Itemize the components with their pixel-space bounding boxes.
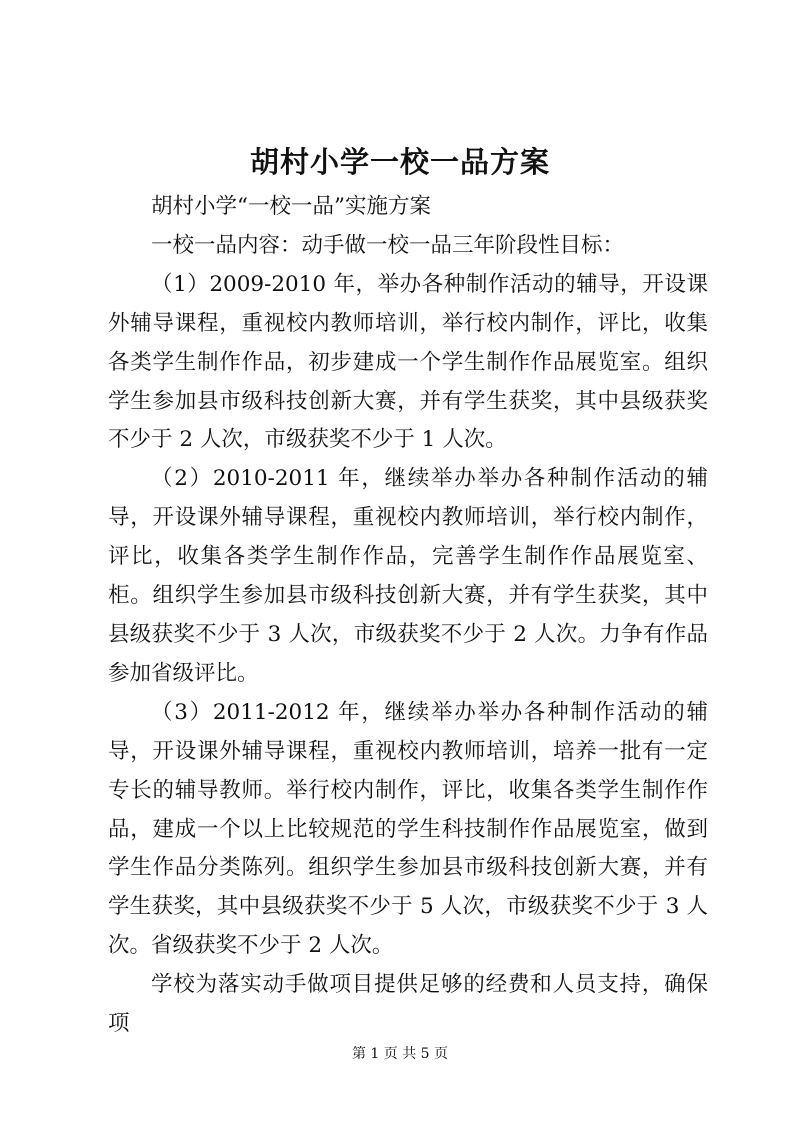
paragraph-funding: 学校为落实动手做项目提供足够的经费和人员支持，确保项 xyxy=(108,972,708,1037)
paragraph-goal-3: （3）2011-2012 年，继续举办举办各种制作活动的辅导，开设课外辅导课程，重视校内教师培训，培养一批有一定专长的辅导教师。举行校内制作，评比，收集各类学生制作作品，建成一个以上比较规范的学生科技制作作品展览室，做到学生作品分类陈列。组织学生参加县市级科技创新大赛，并有学生获奖，其中县级获奖不少于 5 人次，市级获奖不少于 3 人次。省级获奖不少于 2 人次。 xyxy=(108,699,708,959)
paragraph-goal-1: （1）2009-2010 年，举办各种制作活动的辅导，开设课外辅导课程，重视校内教师培训，举行校内制作，评比，收集各类学生制作作品，初步建成一个学生制作作品展览室。组织学生参加县市级科技创新大赛，并有学生获奖，其中县级获奖不少于 2 人次，市级获奖不少于 1 人次。 xyxy=(108,271,708,453)
paragraph-content-heading: 一校一品内容：动手做一校一品三年阶段性目标： xyxy=(151,232,625,258)
paragraph-subtitle: 胡村小学“一校一品”实施方案 xyxy=(151,194,431,219)
page-number-footer: 第 1 页 共 5 页 xyxy=(351,1046,449,1062)
paragraph-goal-2: （2）2010-2011 年，继续举办举办各种制作活动的辅导，开设课外辅导课程，重视校内教师培训，举行校内制作，评比，收集各类学生制作作品，完善学生制作作品展览室、柜。组织学生参加县市级科技创新大赛，并有学生获奖，其中县级获奖不少于 3 人次，市级获奖不少于 2 人次。力争有作品参加省级评比。 xyxy=(108,466,708,686)
document-title: 胡村小学一校一品方案 xyxy=(249,145,550,179)
document-body xyxy=(108,188,708,1044)
